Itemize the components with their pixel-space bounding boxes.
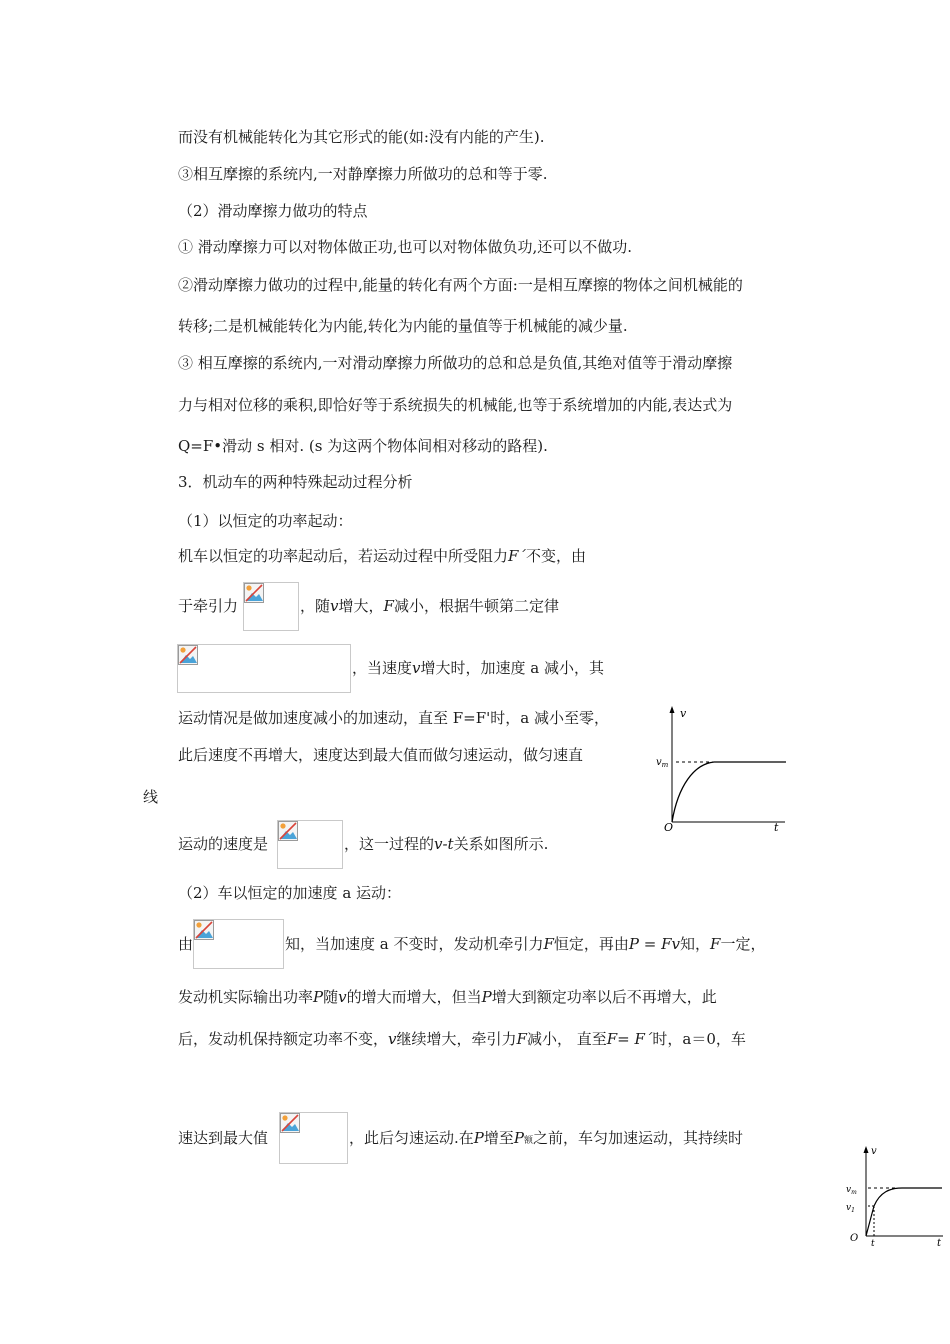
- paragraph-line: ③ 相互摩擦的系统内,一对滑动摩擦力所做功的总和总是负值,其绝对值等于滑动摩擦: [178, 354, 733, 372]
- vt-graph-constant-acceleration: [842, 1140, 948, 1248]
- origin-label: O: [664, 821, 674, 834]
- paragraph-line: ②滑动摩擦力做功的过程中,能量的转化有两个方面:一是相互摩擦的物体之间机械能的: [178, 276, 743, 294]
- broken-image-icon: [178, 645, 198, 665]
- paragraph-line: 后，发动机保持额定功率不变，v继续增大，牵引力F减小， 直至F= F´时，a＝0，车: [178, 1030, 746, 1048]
- broken-image-icon: [280, 1113, 300, 1133]
- y-axis-label: v: [871, 1146, 877, 1157]
- vm-label: $v_m$: [846, 1185, 857, 1196]
- paragraph-line: Q=F•滑动 s 相对. (s 为这两个物体间相对移动的路程).: [178, 437, 548, 455]
- paragraph-line: 于牵引力: [178, 597, 239, 615]
- paragraph-line: 由: [178, 935, 194, 953]
- paragraph-line: 线: [143, 788, 159, 806]
- formula-image: [243, 582, 299, 631]
- subheading: （1）以恒定的功率起动：: [178, 512, 353, 530]
- broken-image-icon: [194, 920, 214, 940]
- formula-image: [277, 820, 343, 869]
- paragraph-line: ，这一过程的v-t关系如图所示.: [344, 835, 549, 853]
- subheading: （2）车以恒定的加速度 a 运动：: [178, 884, 402, 902]
- formula-image: [279, 1112, 348, 1164]
- vt-graph-constant-power: [652, 700, 794, 836]
- v1-label: $v_1$: [846, 1203, 855, 1214]
- subheading: （2）滑动摩擦力做功的特点: [178, 202, 368, 220]
- paragraph-line: 力与相对位移的乘积,即恰好等于系统损失的机械能,也等于系统增加的内能,表达式为: [178, 396, 733, 414]
- velocity-curve: [866, 1188, 942, 1236]
- paragraph-line: 此后速度不再增大，速度达到最大值而做匀速运动，做匀速直: [178, 746, 584, 764]
- paragraph-line: 速达到最大值: [178, 1129, 269, 1147]
- x-axis-label: t: [937, 1238, 942, 1248]
- paragraph-line: ① 滑动摩擦力可以对物体做正功,也可以对物体做负功,还可以不做功.: [178, 238, 633, 256]
- origin-label: O: [850, 1233, 859, 1244]
- paragraph-line: 机车以恒定的功率起动后，若运动过程中所受阻力F´不变，由: [178, 547, 586, 565]
- paragraph-line: ，当速度v增大时，加速度 a 减小，其: [352, 659, 604, 677]
- formula-image: [177, 644, 351, 693]
- x-axis-label: t: [774, 821, 779, 834]
- paragraph-line: 转移;二是机械能转化为内能,转化为内能的量值等于机械能的减少量.: [178, 317, 628, 335]
- y-axis-arrow: [670, 706, 675, 713]
- y-axis-label: v: [680, 707, 687, 720]
- paragraph-line: ，此后匀速运动.在P增至P额之前，车匀加速运动，其持续时: [349, 1129, 744, 1147]
- broken-image-icon: [278, 821, 298, 841]
- paragraph-line: ③相互摩擦的系统内,一对静摩擦力所做功的总和等于零.: [178, 165, 548, 183]
- y-axis-arrow: [864, 1146, 869, 1153]
- paragraph-line: 发动机实际输出功率P随v的增大而增大，但当P增大到额定功率以后不再增大，此: [178, 988, 717, 1006]
- paragraph-line: 运动情况是做加速度减小的加速动，直至 F=F'时，a 减小至零，: [178, 709, 609, 727]
- paragraph-line: ，随v增大，F减小，根据牛顿第二定律: [300, 597, 559, 615]
- broken-image-icon: [244, 583, 264, 603]
- t1-label: t: [871, 1239, 875, 1248]
- vm-label: $v_m$: [656, 757, 669, 769]
- paragraph-line: 知，当加速度 a 不变时，发动机牵引力F恒定，再由P = Fv知，F一定，: [285, 935, 766, 953]
- paragraph-line: 运动的速度是: [178, 835, 269, 853]
- velocity-curve: [672, 762, 786, 822]
- formula-image: [193, 919, 284, 969]
- paragraph-line: 而没有机械能转化为其它形式的能(如:没有内能的产生).: [178, 128, 545, 146]
- section-heading: 3．机动车的两种特殊起动过程分析: [178, 473, 413, 491]
